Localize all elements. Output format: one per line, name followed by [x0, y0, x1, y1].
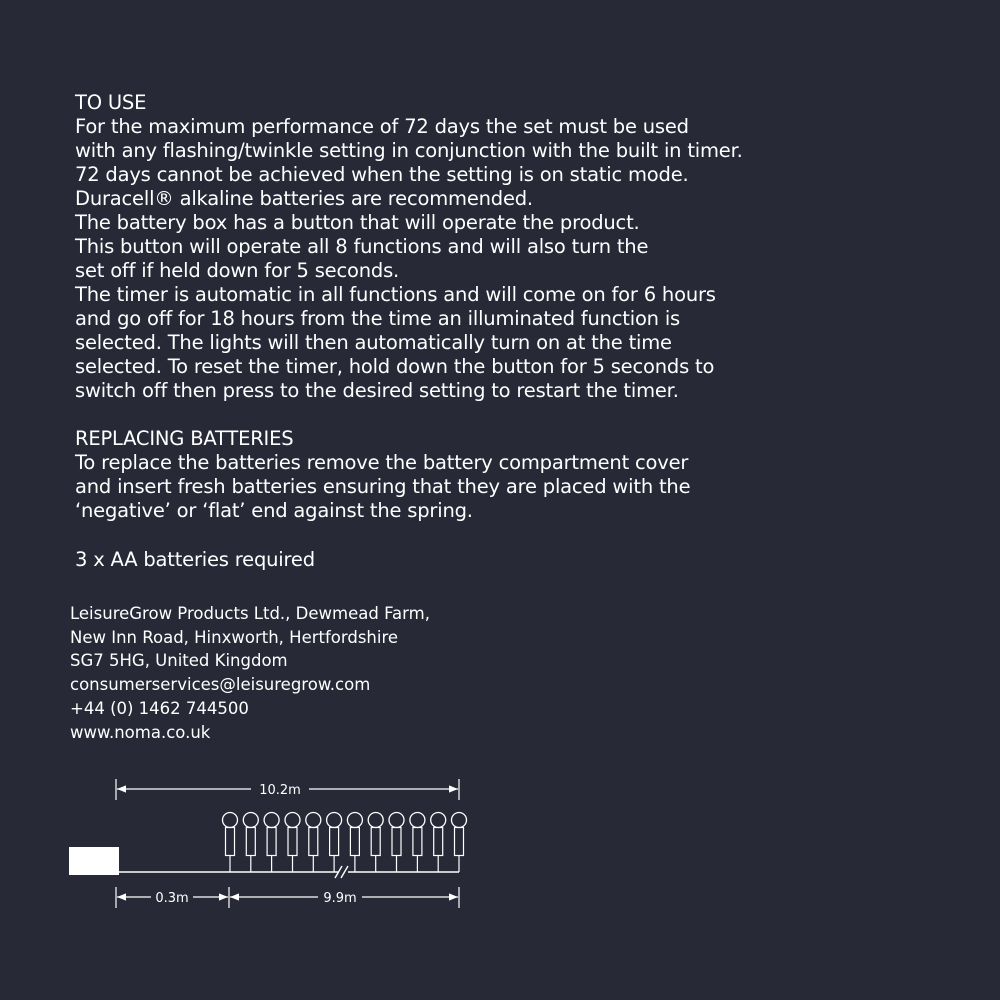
bulb — [347, 813, 362, 873]
to-use-line: The timer is automatic in all functions and will come on for 6 hours — [75, 283, 716, 306]
bulb — [243, 813, 258, 873]
company-address: New Inn Road, Hinxworth, Hertfordshire — [70, 627, 399, 647]
bulb — [431, 813, 446, 873]
bulb-holder — [288, 828, 297, 856]
bulb-head — [410, 813, 425, 828]
bulb — [368, 813, 383, 873]
bulb-head — [327, 813, 342, 828]
bulb-holder — [330, 828, 339, 856]
bulb — [410, 813, 425, 873]
bulb-head — [368, 813, 383, 828]
bulb-head — [243, 813, 258, 828]
main-wire — [119, 866, 459, 878]
lit-length-dimension — [230, 887, 459, 908]
bulb-holder — [455, 828, 464, 856]
company-email: consumerservices@leisuregrow.com — [70, 675, 371, 695]
bulb-holder — [350, 828, 359, 856]
to-use-line: 72 days cannot be achieved when the setting is on static mode. — [75, 163, 689, 186]
to-use-line: selected. To reset the timer, hold down the button for 5 seconds to — [75, 355, 715, 378]
bulb — [306, 813, 321, 873]
to-use-line: This button will operate all 8 functions and will also turn the — [75, 235, 649, 258]
bulb — [223, 813, 238, 873]
replacing-line: ‘negative’ or ‘flat’ end against the spring. — [75, 499, 473, 522]
to-use-line: For the maximum performance of 72 days the set must be used — [75, 115, 689, 138]
lit-length-label: 9.9m — [323, 891, 357, 906]
bulb-head — [452, 813, 467, 828]
to-use-line: set off if held down for 5 seconds. — [75, 259, 400, 282]
company-phone: +44 (0) 1462 744500 — [70, 698, 249, 718]
bulb-holder — [267, 828, 276, 856]
bulb-holder — [226, 828, 235, 856]
bulb-holder — [371, 828, 380, 856]
bulb-head — [306, 813, 321, 828]
to-use-line: and go off for 18 hours from the time an illuminated function is — [75, 307, 681, 330]
battery-box — [69, 847, 119, 875]
bulb-head — [264, 813, 279, 828]
company-postcode: SG7 5HG, United Kingdom — [70, 651, 288, 671]
bulb-holder — [392, 828, 401, 856]
to-use-line: with any flashing/twinkle setting in conjunction with the built in timer. — [75, 139, 743, 162]
bulb-head — [389, 813, 404, 828]
bulb-holder — [413, 828, 422, 856]
total-length-label: 10.2m — [259, 783, 301, 798]
to-use-line: The battery box has a button that will operate the product. — [75, 211, 640, 234]
total-length-dimension — [116, 779, 459, 800]
bulb-head — [431, 813, 446, 828]
bulb — [327, 813, 342, 873]
bulb — [285, 813, 300, 873]
to-use-line: Duracell® alkaline batteries are recommended. — [75, 187, 533, 210]
company-website: www.noma.co.uk — [70, 722, 211, 742]
lead-length-label: 0.3m — [155, 891, 189, 906]
to-use-line: selected. The lights will then automatically turn on at the time — [75, 331, 672, 354]
bulb-holder — [309, 828, 318, 856]
replacing-heading: REPLACING BATTERIES — [75, 427, 294, 450]
batteries-required-text: 3 x AA batteries required — [75, 548, 315, 571]
bulb-holder — [246, 828, 255, 856]
bulb — [264, 813, 279, 873]
bulb-head — [347, 813, 362, 828]
bulb — [452, 813, 467, 873]
bulb-head — [285, 813, 300, 828]
bulb — [389, 813, 404, 873]
company-name: LeisureGrow Products Ltd., Dewmead Farm, — [70, 604, 430, 623]
bulb-group — [223, 813, 467, 873]
to-use-heading: TO USE — [75, 91, 147, 114]
bulb-head — [223, 813, 238, 828]
lead-length-dimension — [116, 887, 229, 908]
replacing-line: To replace the batteries remove the battery compartment cover — [75, 451, 689, 474]
replacing-line: and insert fresh batteries ensuring that they are placed with the — [75, 475, 691, 498]
to-use-line: switch off then press to the desired setting to restart the timer. — [75, 379, 679, 402]
bulb-holder — [434, 828, 443, 856]
wire-break-mark — [341, 866, 348, 878]
